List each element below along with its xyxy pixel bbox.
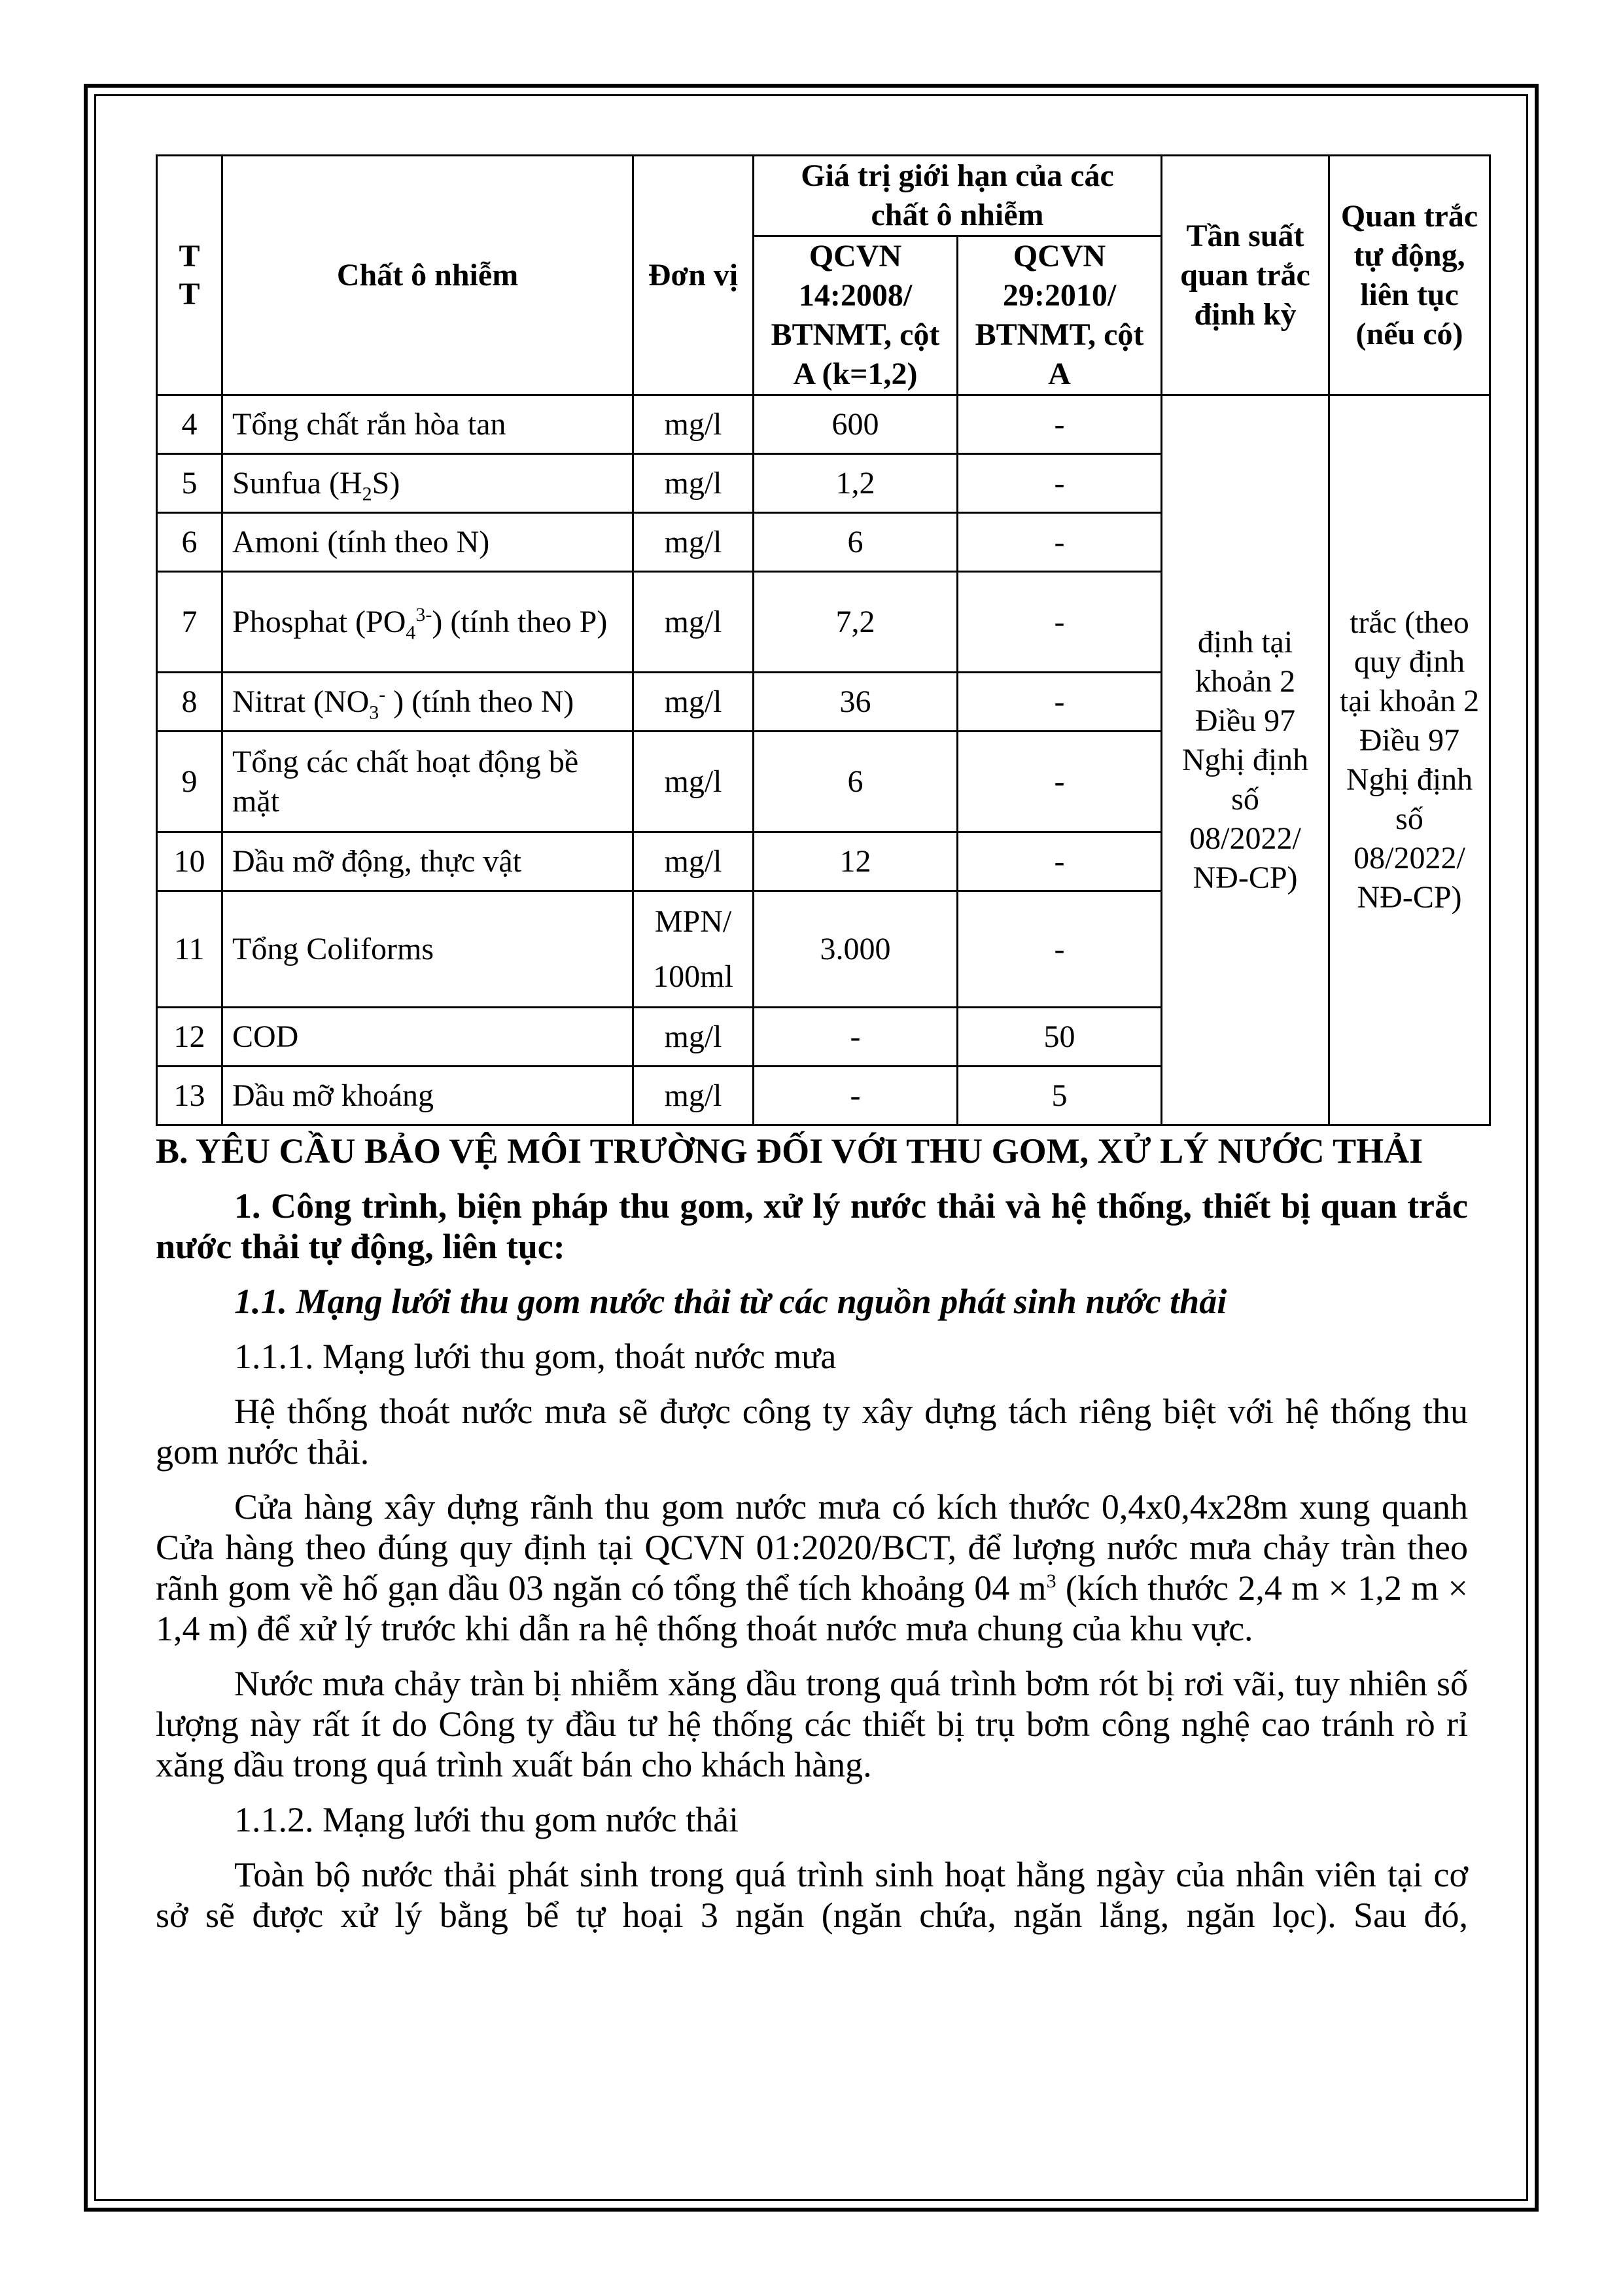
cell-pollutant: Nitrat ($NO_3^-$ ) (tính theo N) [222, 673, 633, 732]
cell-pollutant: Phosphat $(PO_4^{3-})$ (tính theo P) [222, 572, 633, 673]
cell-frequency: định tại khoản 2 Điều 97 Nghị định số 08/2022/ NĐ-CP) [1162, 395, 1329, 1125]
header-tt: T T [157, 156, 222, 395]
cell-qcvn14: 3.000 [754, 891, 958, 1008]
cell-qcvn29: - [958, 832, 1162, 891]
cell-tt: 10 [157, 832, 222, 891]
cell-unit: mg/l [633, 513, 754, 572]
cell-auto-monitoring: trắc (theo quy định tại khoản 2 Điều 97 Nghị định số 08/2022/ NĐ-CP) [1329, 395, 1490, 1125]
cell-tt: 7 [157, 572, 222, 673]
cell-qcvn29: 5 [958, 1067, 1162, 1125]
cell-qcvn29: - [958, 454, 1162, 513]
header-qcvn29: QCVN 29:2010/ BTNMT, cột A [958, 236, 1162, 395]
cell-unit: mg/l [633, 1008, 754, 1067]
header-limit-group: Giá trị giới hạn của các chất ô nhiễm [754, 156, 1162, 236]
cell-qcvn29: 50 [958, 1008, 1162, 1067]
cell-tt: 9 [157, 732, 222, 832]
cell-pollutant: Tổng Coliforms [222, 891, 633, 1008]
cell-unit: mg/l [633, 832, 754, 891]
cell-qcvn14: 1,2 [754, 454, 958, 513]
cell-tt: 5 [157, 454, 222, 513]
cell-unit: mg/l [633, 732, 754, 832]
cell-unit: MPN/ 100ml [633, 891, 754, 1008]
cell-qcvn14: 12 [754, 832, 958, 891]
cell-tt: 13 [157, 1067, 222, 1125]
header-frequency: Tần suất quan trắc định kỳ [1162, 156, 1329, 395]
cell-unit: mg/l [633, 454, 754, 513]
cell-tt: 8 [157, 673, 222, 732]
cell-qcvn14: 6 [754, 513, 958, 572]
cell-qcvn29: - [958, 395, 1162, 454]
cell-unit: mg/l [633, 1067, 754, 1125]
cell-qcvn29: - [958, 732, 1162, 832]
cell-pollutant: Sunfua $(H_2S)$ [222, 454, 633, 513]
paragraph-wastewater-collection: Toàn bộ nước thải phát sinh trong quá trình sinh hoạt hằng ngày của nhân viên tại cơ sở sẽ được xử lý bằng bể tự hoại 3 ngăn (ngăn chứa, ngăn lắng, ngăn lọc). Sau đó, [156, 1855, 1468, 1935]
header-auto-monitoring: Quan trắc tự động, liên tục (nếu có) [1329, 156, 1490, 395]
table-row [157, 395, 1490, 454]
cell-pollutant: Amoni (tính theo N) [222, 513, 633, 572]
cell-tt: 6 [157, 513, 222, 572]
paragraph-rainwater-channel: Cửa hàng xây dựng rãnh thu gom nước mưa có kích thước 0,4x0,4x28m xung quanh Cửa hàng theo đúng quy định tại QCVN 01:2020/BCT, để lượng nước mưa chảy tràn theo rãnh gom về hố gạn dầu 03 ngăn có tổng thể tích khoảng 04 $m^3$ (kích thước 2,4 m × 1,2 m × 1,4 m) để xử lý trước khi dẫn ra hệ thống thoát nước mưa chung của khu vực. [156, 1487, 1468, 1648]
header-qcvn14: QCVN 14:2008/ BTNMT, cột A (k=1,2) [754, 236, 958, 395]
cell-qcvn14: - [754, 1008, 958, 1067]
cell-unit: mg/l [633, 673, 754, 732]
heading-1: 1. Công trình, biện pháp thu gom, xử lý nước thải và hệ thống, thiết bị quan trắc nước thải tự động, liên tục: [156, 1186, 1468, 1266]
cell-qcvn14: - [754, 1067, 958, 1125]
heading-1-1-2: 1.1.2. Mạng lưới thu gom nước thải [234, 1800, 739, 1839]
cell-pollutant: Tổng chất rắn hòa tan [222, 395, 633, 454]
cell-qcvn29: - [958, 891, 1162, 1008]
pollutant-limits-table [156, 154, 1491, 1126]
cell-pollutant: Dầu mỡ khoáng [222, 1067, 633, 1125]
paragraph-runoff-contamination: Nước mưa chảy tràn bị nhiễm xăng dầu trong quá trình bơm rót bị rơi vãi, tuy nhiên số lượng này rất ít do Công ty đầu tư hệ thống các thiết bị trụ bơm công nghệ cao tránh rò rỉ xăng dầu trong quá trình xuất bán cho khách hàng. [156, 1664, 1468, 1784]
cell-qcvn14: 600 [754, 395, 958, 454]
cell-tt: 11 [157, 891, 222, 1008]
section-b-heading: B. YÊU CẦU BẢO VỆ MÔI TRƯỜNG ĐỐI VỚI THU GOM, XỬ LÝ NƯỚC THẢI [156, 1131, 1423, 1171]
header-pollutant: Chất ô nhiễm [222, 156, 633, 395]
cell-qcvn29: - [958, 673, 1162, 732]
paragraph-rainwater-system: Hệ thống thoát nước mưa sẽ được công ty xây dựng tách riêng biệt với hệ thống thu gom nước thải. [156, 1392, 1468, 1472]
cell-pollutant: COD [222, 1008, 633, 1067]
cell-qcvn14: 6 [754, 732, 958, 832]
cell-qcvn14: 36 [754, 673, 958, 732]
cell-qcvn14: 7,2 [754, 572, 958, 673]
cell-qcvn29: - [958, 572, 1162, 673]
cell-qcvn29: - [958, 513, 1162, 572]
cell-unit: mg/l [633, 572, 754, 673]
cell-pollutant: Dầu mỡ động, thực vật [222, 832, 633, 891]
heading-1-1-1: 1.1.1. Mạng lưới thu gom, thoát nước mưa [234, 1337, 837, 1376]
cell-tt: 4 [157, 395, 222, 454]
heading-1-1: 1.1. Mạng lưới thu gom nước thải từ các nguồn phát sinh nước thải [234, 1282, 1227, 1321]
cell-pollutant: Tổng các chất hoạt động bề mặt [222, 732, 633, 832]
document-body [156, 1131, 1468, 1950]
cell-tt: 12 [157, 1008, 222, 1067]
cell-unit: mg/l [633, 395, 754, 454]
header-unit: Đơn vị [633, 156, 754, 395]
